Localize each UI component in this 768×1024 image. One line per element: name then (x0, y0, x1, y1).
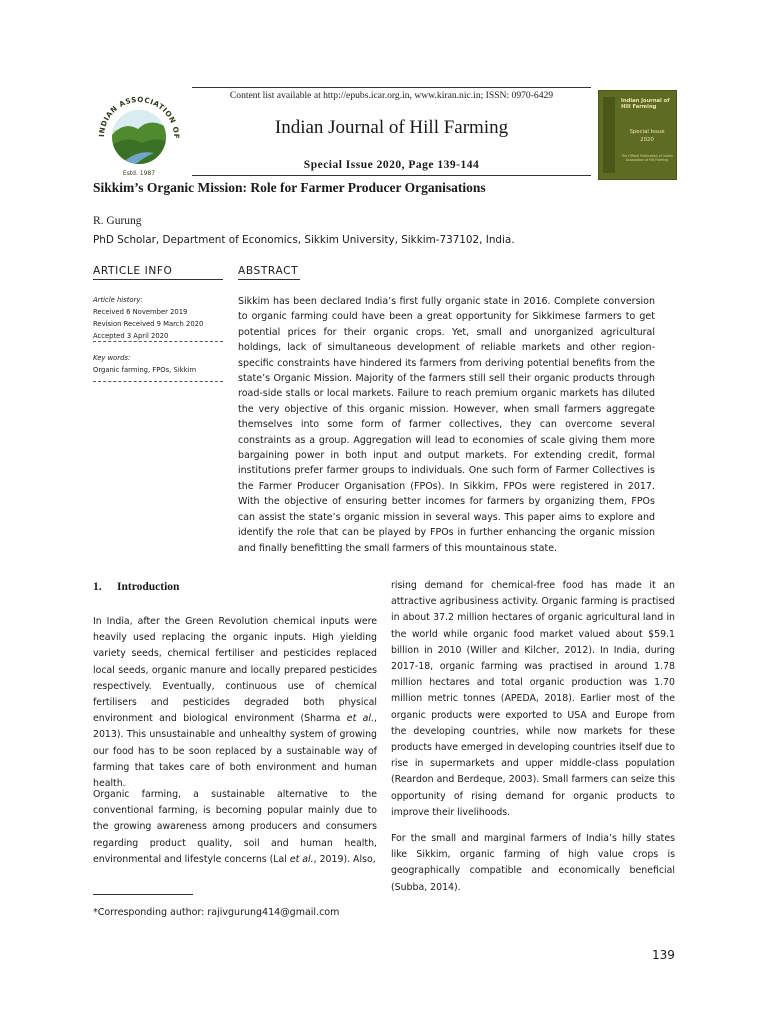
p1-text-a: In India, after the Green Revolution chemical inputs were heavily used replacing the organic inputs. High yielding variety seeds, chemical fertiliser and pesticides replaced local seeds, organic manure and locally prepared pesticides respectively. Eventually, continuous use of chemical fertilisers and pesticides degraded both physical environment and biological environment (Sharma (93, 616, 377, 725)
revised-date: Revision Received 9 March 2020 (93, 320, 204, 328)
corresponding-author-footnote: *Corresponding author: rajivgurung414@gmail.com (93, 907, 340, 918)
author-affiliation: PhD Scholar, Department of Economics, Sikkim University, Sikkim-737102, India. (93, 234, 515, 246)
abstract-text: Sikkim has been declared India’s first fully organic state in 2016. Complete conversion to organic farming could have been a great opportunity for Sikkimese farmers to get potential prices for their organic crops. Yet, small and unorganized agricultural holdings, lack of simultaneous development of reliable markets and other region-specific constraints have hindered its farmers from deriving potential benefits from the state’s Organic Mission. Majority of the farmers still sell their organic products through road-side stalls or local markets. Failure to reach premium organic markets has diluted the very objective of this organic mission. However, when small farmers aggregate themselves into some form of farmer collectives, they can overcome several constraints as a group. Aggregation will lead to economies of scale giving them more bargaining power in both input and output markets. For extending credit, formal institutions prefer farmer groups to individuals. One such form of Farmer Collectives is the Farmer Producer Organisation (FPOs). In Sikkim, FPOs were registered in 2017. With the objective of ensuring better incomes for farmers by organizing them, FPOs can assist the state’s organic mission in several ways. This paper aims to explore and identify the role that can be played by FPOs in further enhancing the organic mission and finally benefitting the small farmers of this mountainous state. (238, 296, 655, 554)
keywords: Organic farming, FPOs, Sikkim (93, 366, 197, 374)
journal-title: Indian Journal of Hill Farming (274, 117, 509, 138)
issue-line: Special Issue 2020, Page 139-144 (303, 159, 480, 171)
intro-paragraph-1 (93, 614, 377, 792)
abstract-rule (238, 279, 300, 280)
header-bottom-rule (192, 175, 591, 176)
footnote-rule (93, 894, 193, 895)
intro-paragraph-3: rising demand for chemical-free food has made it an attractive agribusiness activity. Organic farming is practised in about 37.2 million hectares of organic agricultural land in the world while organic food market valued about $59.1 billion in 2010 (Willer and Kilcher, 2012). In India, during 2017-18, organic farming was practised in around 1.78 million hectares and total organic production was 1.70 million metric tonnes (APEDA, 2018). Earlier most of the organic products were exported to USA and Europe from the developing countries, while now markets for these products have emerged in developing countries itself due to rise in supermarkets and upper middle-class population (Reardon and Berdeque, 2003). Small farmers can seize this opportunity of rising demand for organic products to improve their livelihoods. (391, 580, 675, 818)
logo-text: INDIAN ASSOCIATION OF (96, 94, 182, 140)
journal-logo (92, 87, 186, 181)
abstract-heading: ABSTRACT (238, 265, 299, 277)
keywords-label: Key words: (93, 354, 131, 362)
p1-text-b: , 2013). This unsustainable and unhealthy system of growing our food has to be soon replaced by a sustainable way of farming that takes care of both environment and human health. (93, 713, 377, 790)
author-name: R. Gurung (93, 215, 142, 227)
introduction-heading (93, 581, 179, 593)
info-divider-bottom (93, 381, 223, 382)
logo-estd: Estd. 1987 (122, 170, 156, 177)
intro-paragraph-4: For the small and marginal farmers of India’s hilly states like Sikkim, organic farming of high value crops is geographically compatible and economically beneficial (Subba, 2014). (391, 833, 675, 893)
history-label: Article history: (93, 296, 143, 304)
cover-publisher: The Official Publication of Indian Association of Hill Farming (621, 154, 673, 162)
accepted-date: Accepted 3 April 2020 (93, 332, 169, 340)
article-info-heading: ARTICLE INFO (93, 265, 173, 277)
journal-cover-thumbnail (598, 90, 677, 180)
info-divider (93, 341, 223, 342)
content-list-line: Content list available at http://epubs.icar.org.in, www.kiran.nic.in; ISSN: 0970-6429 (229, 90, 554, 101)
cover-special-label: Special Issue (629, 129, 665, 135)
received-date: Received 6 November 2019 (93, 308, 188, 316)
paper-title: Sikkim’s Organic Mission: Role for Farmer Producer Organisations (93, 180, 486, 195)
p1-etal: et al. (346, 713, 375, 725)
page-number: 139 (652, 948, 675, 962)
p2-text-b: , 2019). Also, (313, 853, 376, 865)
cover-special (621, 128, 673, 144)
p2-etal: et al. (289, 853, 314, 865)
section-title: Introduction (117, 581, 180, 593)
section-number: 1. (93, 581, 102, 593)
cover-title: Indian Journal of Hill Farming (621, 98, 670, 110)
article-info-rule (93, 279, 223, 280)
p2-text-a: Organic farming, a sustainable alternative to the conventional farming, is becoming popular mainly due to the growing awareness among producers and consumers regarding product quality, soil and human health, environmental and lifestyle concerns (Lal (93, 789, 377, 865)
cover-year: 2020 (640, 137, 654, 143)
header-top-rule (192, 87, 591, 88)
cover-stripe (603, 97, 615, 173)
intro-paragraph-2 (93, 787, 377, 868)
